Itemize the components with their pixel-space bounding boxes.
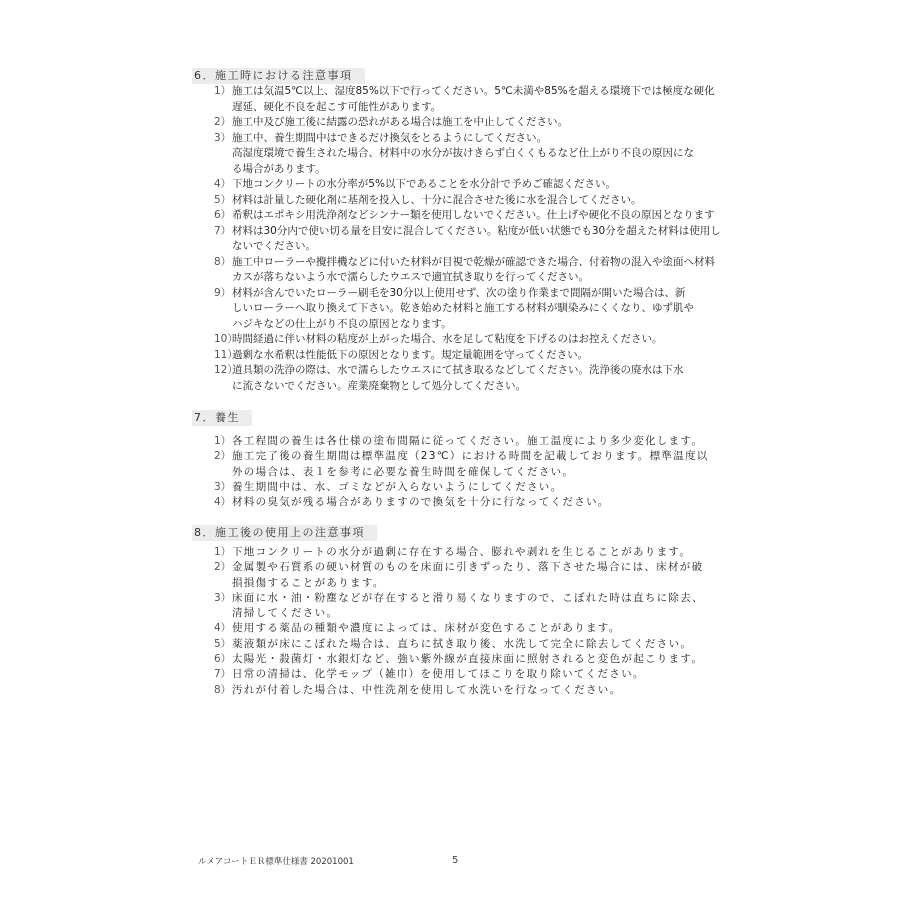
item-text: る場合があります。 xyxy=(232,162,326,175)
item-number: 7） xyxy=(214,668,232,681)
item-text: 施工は気温5℃以上、湿度85%以下で行ってください。5℃未満や85%を超える環境下では極度な硬化 xyxy=(232,85,715,97)
footer-document-title: ルメアコートＥＲ標準仕様書 20201001 xyxy=(198,857,354,867)
item-text: 薬液類が床にこぼれた場合は、直ちに拭き取り後、水洗して完全に除去してください。 xyxy=(232,637,693,650)
list-item xyxy=(192,683,732,698)
section-construction-precautions xyxy=(192,64,732,394)
item-number: 5） xyxy=(214,637,232,650)
item-text: 下地コンクリートの水分率が5%以下であることを水分計で予めご確認ください。 xyxy=(232,178,616,190)
item-text: 施工中及び施工後に結露の恐れがある場合は施工を中止してください。 xyxy=(232,116,568,128)
item-number: 11） xyxy=(214,348,238,361)
item-number: 1） xyxy=(214,435,232,447)
section-heading: 6．施工時における注意事項 xyxy=(192,68,365,84)
item-number: 7） xyxy=(214,224,232,237)
item-text: 太陽光・殺菌灯・水銀灯など、強い紫外線が直接床面に照射されると変色が起こります。 xyxy=(232,653,704,666)
item-text: 時間経過に伴い材料の粘度が上がった場合、水を足して粘度を下げるのはお控えください。 xyxy=(232,333,663,345)
item-number: 8） xyxy=(214,683,232,696)
item-text: 養生期間中は、水、ゴミなどが入らないようにしてください。 xyxy=(232,480,563,493)
list-item xyxy=(192,545,732,560)
item-text: 材料は30分内で使い切る量を目安に混合してください。粘度が低い状態でも30分を超えた材料は使用し xyxy=(232,224,721,237)
item-number: 3） xyxy=(214,591,232,604)
item-text: に流さないでください。産業廃棄物として処分してください。 xyxy=(232,379,526,392)
item-text: 下地コンクリートの水分が過剰に存在する場合、膨れや剥れを生じることがあります。 xyxy=(232,546,692,558)
list-item xyxy=(192,621,732,636)
item-number: 1） xyxy=(214,85,232,97)
list-item xyxy=(192,348,732,364)
item-text: 損損傷することがあります。 xyxy=(232,576,385,589)
list-item xyxy=(192,115,732,131)
item-text: 施工中、養生期間中はできるだけ換気をとるようにしてください。 xyxy=(232,131,547,144)
list-item xyxy=(192,84,732,115)
item-text: ないでください。 xyxy=(232,240,316,252)
list-item xyxy=(192,495,732,510)
section-heading: 7．養生 xyxy=(192,410,252,426)
list-item xyxy=(192,224,732,255)
item-number: 6） xyxy=(214,653,232,666)
list-item xyxy=(192,449,732,480)
item-number: 2） xyxy=(214,561,232,574)
list-item xyxy=(192,591,732,622)
page-number: 5 xyxy=(452,855,459,866)
item-number: 2） xyxy=(214,116,232,128)
item-text: 施工中ローラーや攪拌機などに付いた材料が目視で乾燥が確認できた場合、付着物の混入や塗面へ材料 xyxy=(232,255,715,268)
item-number: 3） xyxy=(214,480,232,493)
list-item xyxy=(192,637,732,652)
section-curing xyxy=(192,406,732,510)
item-number: 9） xyxy=(214,286,232,299)
item-text: 汚れが付着した場合は、中性洗剤を使用して水洗いを行なってください。 xyxy=(232,683,622,696)
item-text: 高湿度環境で養生された場合、材料中の水分が抜けきらず白くくもるなど仕上がり不良の原因にな xyxy=(232,147,694,159)
item-number: 2） xyxy=(214,450,232,463)
list-item xyxy=(192,560,732,591)
item-text: 清掃してください。 xyxy=(232,607,339,620)
item-text: 遅延、硬化不良を起こす可能性があります。 xyxy=(232,100,442,113)
item-text: 各工程間の養生は各仕様の塗布間隔に従ってください。施工温度により多少変化します。 xyxy=(232,435,704,447)
item-number: 4） xyxy=(214,178,232,190)
item-number: 4） xyxy=(214,496,232,509)
item-text: 過剰な水希釈は性能低下の原因となります。規定量範囲を守ってください。 xyxy=(232,348,589,361)
list-item xyxy=(192,434,732,449)
list-item xyxy=(192,667,732,682)
item-text: 金属製や石質系の硬い材質のものを床面に引きずったり、落下させた場合には、床材が破 xyxy=(232,561,704,574)
item-text: 外の場合は、表１を参考に必要な養生時間を確保してください。 xyxy=(232,465,575,478)
list-item xyxy=(192,255,732,286)
list-item xyxy=(192,286,732,333)
item-text: 材料は計量した硬化剤に基剤を投入し、十分に混合させた後に水を混合してください。 xyxy=(232,193,642,206)
item-number: 8） xyxy=(214,255,232,268)
list-item xyxy=(192,177,732,193)
item-text: しいローラーへ取り換えて下さい。乾き始めた材料と施工する材料が馴染みにくくなり、ゆず肌や xyxy=(232,302,694,314)
item-number: 3） xyxy=(214,131,232,144)
item-text: 希釈はエポキシ用洗浄剤などシンナー類を使用しないでください。仕上げや硬化不良の原因となります xyxy=(232,209,715,221)
item-text: 道具類の洗浄の際は、水で濡らしたウエスにて拭き取るなどしてください。洗浄後の廃水は下水 xyxy=(232,364,684,376)
list-item xyxy=(192,652,732,667)
list-item xyxy=(192,332,732,348)
item-text: 材料の臭気が残る場合がありますので換気を十分に行なってください。 xyxy=(232,496,610,509)
item-text: 使用する薬品の種類や濃度によっては、床材が変色することがあります。 xyxy=(232,622,621,635)
item-text: カスが落ちないよう水で濡らしたウエスで適宜拭き取りを行ってください。 xyxy=(232,271,589,283)
section-heading: 8．施工後の使用上の注意事項 xyxy=(192,525,377,541)
item-text: 日常の清掃は、化学モップ（雑巾）を使用してほこりを取り除いてください。 xyxy=(232,668,645,681)
item-text: 材料が含んでいたローラー刷毛を30分以上使用せず、次の塗り作業まで間隔が開いた場合は、新 xyxy=(232,286,686,299)
item-number: 10） xyxy=(214,333,238,345)
item-number: 5） xyxy=(214,193,232,206)
item-number: 6） xyxy=(214,209,232,221)
item-text: 施工完了後の養生期間は標準温度（23℃）における時間を記載しております。標準温度以 xyxy=(232,450,709,463)
item-text: ハジキなどの仕上がり不良の原因となります。 xyxy=(232,317,452,330)
list-item xyxy=(192,208,732,224)
section-post-construction-precautions xyxy=(192,521,732,698)
list-item xyxy=(192,480,732,495)
list-item xyxy=(192,363,732,394)
list-item xyxy=(192,131,732,178)
item-number: 12） xyxy=(214,364,238,376)
item-number: 4） xyxy=(214,622,232,635)
list-item xyxy=(192,193,732,209)
item-text: 床面に水・油・粉塵などが存在すると滑り易くなりますので、こぼれた時は直ちに除去、 xyxy=(232,591,704,604)
item-number: 1） xyxy=(214,546,232,558)
